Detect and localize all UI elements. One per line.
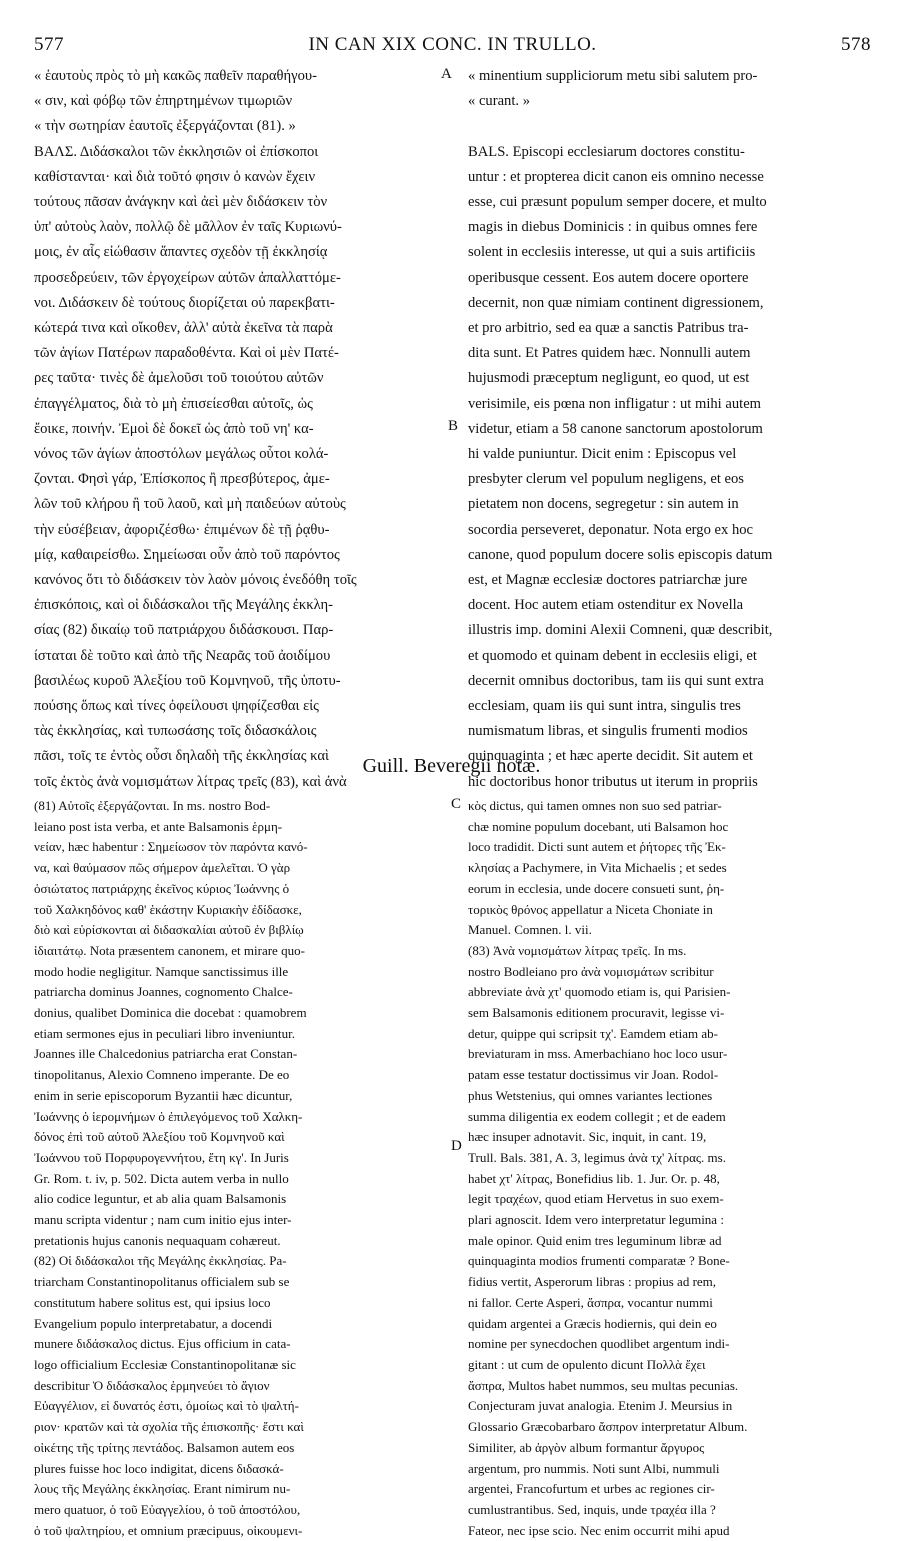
greek-text-column: « ἑαυτοὺς πρὸς τὸ μὴ κακῶς παθεῖν παραθήγου- « σιν, καὶ φόβῳ τῶν ἐπηρτημένων τιμωριῶν « τὴν σωτηρίαν ἑαυτοῖς ἐξεργάζονται (81). » ΒΑΛΣ. Διδάσκαλοι τῶν ἐκκλησιῶν οἱ ἐπίσκοποι καθίστανται· καὶ διὰ τοῦτό φησιν ὁ κανὼν ἔχειν τούτους πᾶσαν ἀνάγκην καὶ ἀεὶ μὲν διδάσκειν τὸν ὑπ' αὐτοὺς λαὸν, πολλῷ δὲ μᾶλλον ἐν ταῖς Κυριωνύ- μοις, ἐν αἷς εἰώθασιν ἅπαντες σχεδὸν τῇ ἐκκλησίᾳ προσεδρεύειν, τῶν ἐργοχείρων αὐτῶν ἀπαλλαττόμε- νοι. Διδάσκειν δὲ τούτους διορίζεται οὐ παρεκβατι- κώτερά τινα καὶ οἴκοθεν, ἀλλ' αὐτὰ ἐκεῖνα τὰ παρὰ τῶν ἁγίων Πατέρων παραδοθέντα. Καὶ οἱ μὲν Πατέ- ρες ταῦτα· τινὲς δὲ ἀμελοῦσι τοῦ τοιούτου αὐτῶν ἐπαγγέλματος, διὰ τὸ μὴ ἐπισείεσθαι αὐτοῖς, ὡς ἔοικε, ποινήν. Ἐμοὶ δὲ δοκεῖ ὡς ἀπὸ τοῦ νη' κα- νόνος τῶν ἁγίων ἀποστόλων μεγάλως οὗτοι κολά- ζονται. Φησὶ γάρ, Ἐπίσκοπος ἢ πρεσβύτερος, ἀμε- λῶν τοῦ κλήρου ἢ τοῦ λαοῦ, καὶ μὴ παιδεύων αὐτοὺς τὴν εὐσέβειαν, ἀφοριζέσθω· ἐπιμένων δὲ τῇ ῥᾳθυ- μίᾳ, καθαιρείσθω. Σημείωσαι οὖν ἀπὸ τοῦ παρόντος κανόνος ὅτι τὸ διδάσκειν τὸν λαὸν μόνοις ἐνεδόθη τοῖς ἐπισκόποις, καὶ οἱ διδάσκαλοι τῆς Μεγάλης ἐκκλη- σίας (82) δικαίῳ τοῦ πατριάρχου διδάσκουσι. Παρ- ίσταται δὲ τοῦτο καὶ ἀπὸ τῆς Νεαρᾶς τοῦ ἀοιδίμου βασιλέως κυροῦ Ἀλεξίου τοῦ Κομνηνοῦ, τῆς ὑποτυ- πούσης ὅπως καὶ τίνες ὀφείλουσι ψηφίζεσθαι εἰς τὰς ἐκκλησίας, καὶ τυπωσάσης τοῖς διδασκάλοις πᾶσι, τοῖς τε ἐντὸς οὖσι δηλαδὴ τῆς ἐκκλησίας καὶ τοῖς ἐκτὸς ἀνὰ νομισμάτων λίτρας τρεῖς (83), καὶ ἀνὰ — [34, 68, 357, 790]
margin-letter-d: D — [451, 1138, 462, 1154]
margin-letter-a: A — [441, 66, 452, 82]
running-header — [34, 34, 871, 58]
margin-letter-c: C — [451, 796, 462, 812]
right-page-number: 578 — [841, 34, 871, 55]
margin-letter-b: B — [448, 418, 459, 434]
left-page-number: 577 — [34, 34, 64, 55]
latin-text-column: « minentium suppliciorum metu sibi salutem pro- « curant. » BALS. Episcopi ecclesiarum doctores constitu- untur : et propterea dicit canon eis omnino necesse esse, cui præsunt populum semper docere, et multo magis in diebus Dominicis : in quibus omnes fere solent in ecclesiis interesse, ut qui a suis artificiis operibusque cessent. Eos autem docere oportere decernit, non quæ nimiam continent digressionem, et pro arbitrio, sed ea quæ a sanctis Patribus tra- dita sunt. Et Patres quidem hæc. Nonnulli autem hujusmodi præceptum negligunt, eo quod, ut est verisimile, eis pœna non infligatur : ut mihi autem videtur, etiam a 58 canone sanctorum apostolorum hi valde puniuntur. Dicit enim : Episcopus vel presbyter clerum vel populum negligens, et eos pietatem non docens, segregetur : sin autem in socordia perseveret, deponatur. Nota ergo ex hoc canone, quod populum docere solis episcopis datum est, et Magnæ ecclesiæ doctores patriarchæ jure docent. Hoc autem etiam ostenditur ex Novella illustris imp. domini Alexii Comneni, quæ describit, et quomodo et quinam debent in ecclesiis eligi, et decernit omnibus doctoribus, tam iis qui sunt extra ecclesiam, quam iis qui sunt intra, singulis tres numismatum libras, et singulis frumenti modios quinquaginta ; et hæc aperte decidit. Sit autem et hic doctoribus honor tributus ut iterum in propriis — [468, 68, 773, 790]
notes-right-column: κὸς dictus, qui tamen omnes non suo sed patriar- chæ nomine populum docebant, uti Balsamon hoc loco tradidit. Dicti sunt autem et ῥήτορες τῆς Ἐκ- κλησίας a Pachymere, in Vita Michaelis ; et sedes eorum in ecclesia, unde docere consueti sunt, ῥη- τορικὸς θρόνος appellatur a Niceta Choniate in Manuel. Comnen. l. vii. (83) Ἀνὰ νομισμάτων λίτρας τρεῖς. In ms. nostro Bodleiano pro ἀνὰ νομισμάτων scribitur abbreviate ἀνὰ χτ' quomodo etiam is, qui Parisien- sem Balsamonis editionem procuravit, legisse vi- detur, quippe qui scripsit τχ'. Eamdem etiam ab- breviaturam in mss. Amerbachiano hoc loco usur- patam esse testatur doctissimus vir Joan. Rodol- phus Wetstenius, qui omnes variantes lectiones summa diligentia ex eodem collegit ; et de eadem hæc insuper adnotavit. Sic, inquit, in cant. 19, Trull. Bals. 381, A. 3, legimus ἀνὰ τχ' λίτρας. ms. habet χτ' λίτρας, Bonefidius lib. 1. Jur. Or. p. 48, legit τραχέων, quod etiam Hervetus in suo exem- plari agnoscit. Idem vero interpretatur legumina : male opinor. Quid enim tres leguminum libræ ad quinquaginta modios frumenti comparatæ ? Bone- fidius vertit, Asperorum libras : propius ad rem, ni fallor. Certe Asperi, ἄσπρα, vocantur nummi quidam argentei a Græcis hodiernis, qui dein eo nomine per synecdochen quodlibet argentum indi- gitant : ut cum de opulento dicunt Πολλὰ ἔχει ἄσπρα, Multos habet nummos, seu multas pecunias. Conjecturam juvat analogia. Etenim J. Meursius in Glossario Græcobarbaro ἄσπρον interpretatur Album. Similiter, ab ἀργὸν album formantur ἄργυρος argentum, pro nummis. Noti sunt Albi, nummuli argentei, Francofurtum et urbes ac regiones cir- cumlustrantibus. Sed, inquis, unde τραχέα illa ? Fateor, nec ipse scio. Nec enim occurrit mihi apud — [468, 798, 748, 1538]
running-title: IN CAN XIX CONC. IN TRULLO. — [308, 34, 597, 55]
notes-heading: Guill. Beveregii notæ. — [362, 755, 541, 777]
notes-left-column: (81) Αὐτοῖς ἐξεργάζονται. In ms. nostro Bod- leiano post ista verba, et ante Balsamonis ἑρμη- νείαν, hæc habentur : Σημείωσον τὸν παρόντα κανό- να, καὶ θαύμασον πῶς σήμερον ἀμελεῖται. Ὁ γὰρ ὁσιώτατος πατριάρχης ἐκεῖνος κύριος Ἰωάννης ὁ τοῦ Χαλκηδόνος καθ' ἑκάστην Κυριακὴν ἐδίδασκε, διὸ καὶ εὑρίσκονται αἱ διδασκαλίαι αὐτοῦ ἐν βιβλίῳ ἰδιαιτάτῳ. Nota præsentem canonem, et mirare quo- modo hodie negligitur. Namque sanctissimus ille patriarcha dominus Joannes, cognomento Chalce- donius, qualibet Dominica die docebat : quamobrem etiam sermones ejus in peculiari libro inveniuntur. Joannes ille Chalcedonius patriarcha erat Constan- tinopolitanus, Alexio Comneno imperante. De eo enim in serie episcoporum Byzantii hæc dicuntur, Ἰωάννης ὁ ἱερομνήμων ὁ ἐπιλεγόμενος τοῦ Χαλκη- δόνος ἐπὶ τοῦ αὐτοῦ Ἀλεξίου τοῦ Κομνηνοῦ καὶ Ἰωάννου τοῦ Πορφυρογεννήτου, ἔτη κγ'. In Juris Gr. Rom. t. iv, p. 502. Dicta autem verba in nullo alio codice leguntur, et ab alia quam Balsamonis manu scripta videntur ; nam cum initio ejus inter- pretationis hujus canonis nequaquam cohæreut. (82) Οἱ διδάσκαλοι τῆς Μεγάλης ἐκκλησίας. Pa- triarcham Constantinopolitanus officialem sub se constitutum habere solitus est, qui ipsius loco Evangelium populo interpretabatur, a docendi munere διδάσκαλος dictus. Ejus officium in cata- logo officialium Ecclesiæ Constantinopolitanæ sic describitur Ὁ διδάσκαλος ἑρμηνεύει τὸ ἅγιον Εὐαγγέλιον, εἰ δυνατός ἐστι, ὁμοίως καὶ τὸ ψαλτή- ριον· κρατῶν καὶ τὰ σχολία τῆς ἐπισκοπῆς· ἔστι καὶ οἰκέτης τῆς τρίτης πεντάδος. Balsamon autem eos plures fuisse hoc loco indigitat, dicens διδασκά- λους τῆς Μεγάλης ἐκκλησίας. Erant nimirum nu- mero quatuor, ὁ τοῦ Εὐαγγελίου, ὁ τοῦ ἀποστόλου, ὁ τοῦ ψαλτηρίου, et omnium præcipuus, οἰκουμενι- — [34, 798, 308, 1538]
